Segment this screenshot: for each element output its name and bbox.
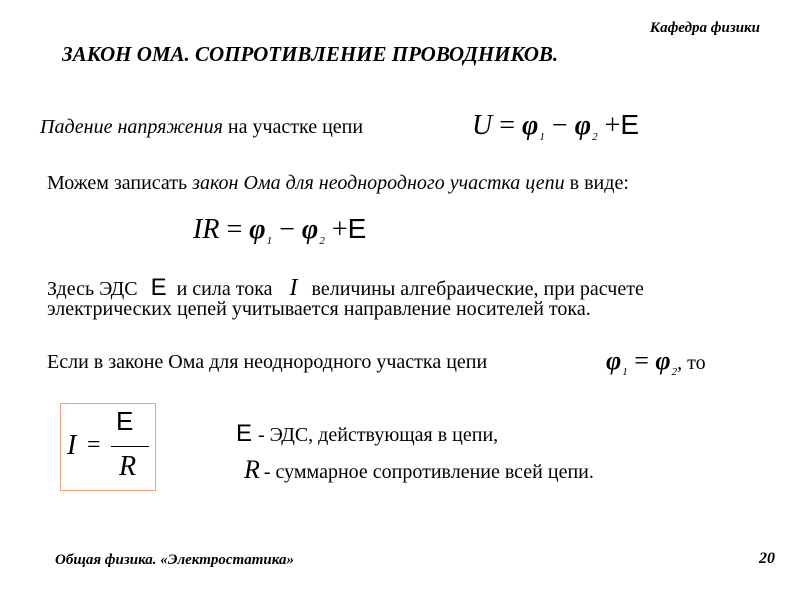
eq2-phi2: φ — [301, 214, 319, 245]
eq2-sub2: 2 — [319, 235, 325, 247]
eq3-denominator: R — [119, 451, 137, 482]
legend-r-symbol: R — [244, 455, 260, 484]
eq2-equals: = — [219, 214, 250, 245]
eq1-plus: + — [597, 110, 621, 141]
department-label: Кафедра физики — [649, 20, 760, 36]
condition-text: Если в законе Ома для неоднородного участка цепи — [47, 351, 488, 373]
voltage-drop-text — [40, 116, 363, 139]
legend-emf — [236, 420, 498, 448]
eq2-plus: + — [324, 214, 348, 245]
page-number: 20 — [759, 550, 775, 567]
current-label: и сила тока — [176, 278, 273, 300]
ohm-law-equation — [193, 213, 366, 247]
eq1-sub1: 1 — [539, 131, 545, 143]
ohm-law-term: закон Ома для неоднородного участка цепи — [192, 172, 565, 194]
eq3-lhs: I — [67, 430, 77, 461]
eq-cond-tail: , то — [677, 352, 706, 374]
eq2-phi1: φ — [249, 214, 266, 245]
voltage-drop-rest: на участке цепи — [222, 116, 364, 138]
fraction-bar — [111, 446, 149, 447]
slide-title: ЗАКОН ОМА. СОПРОТИВЛЕНИЕ ПРОВОДНИКОВ. — [62, 42, 559, 66]
legend-r-text: - суммарное сопротивление всей цепи. — [263, 461, 594, 483]
eq1-equals: = — [492, 110, 523, 141]
legend-resistance — [244, 455, 594, 485]
eq2-minus: − — [272, 214, 302, 245]
eq1-phi2: φ — [574, 110, 592, 141]
ohm-law-intro — [47, 172, 629, 195]
eq2-lhs: IR — [193, 214, 220, 245]
condition-equation — [606, 346, 706, 378]
emf-label: Здесь ЭДС — [47, 278, 138, 300]
eq-cond-equals: = — [627, 346, 656, 375]
footer-course: Общая физика. «Электростатика» — [55, 552, 294, 568]
eq1-sub2: 2 — [592, 131, 598, 143]
eq1-phi1: φ — [522, 110, 539, 141]
emf-current-text-2: электрических цепей учитывается направление носителей тока. — [47, 298, 591, 320]
eq2-sub1: 1 — [266, 235, 273, 247]
voltage-drop-term: Падение напряжения — [40, 116, 223, 138]
legend-emf-symbol: E — [236, 420, 253, 447]
legend-emf-text: - ЭДС, действующая в цепи, — [258, 424, 499, 446]
eq-cond-sub1: 1 — [622, 366, 628, 378]
eq-cond-phi1: φ — [606, 346, 622, 375]
emf-symbol: E — [150, 274, 167, 301]
algebraic-text: величины алгебраические, при расчете — [311, 278, 644, 300]
eq3-equals: = — [87, 432, 101, 458]
ohm-law-intro-part2: в виде: — [564, 172, 629, 194]
eq3-numerator: E — [116, 406, 134, 436]
eq1-emf: E — [620, 109, 640, 140]
ohm-closed-circuit-formula — [60, 403, 156, 491]
eq-cond-sub2: 2 — [671, 366, 678, 378]
eq1-lhs: U — [472, 110, 493, 141]
current-symbol: I — [289, 275, 298, 301]
voltage-drop-equation — [472, 109, 639, 143]
ohm-law-intro-part1: Можем записать — [47, 172, 193, 194]
eq2-emf: E — [347, 213, 367, 244]
eq1-minus: − — [544, 110, 575, 141]
eq-cond-phi2: φ — [655, 346, 671, 375]
